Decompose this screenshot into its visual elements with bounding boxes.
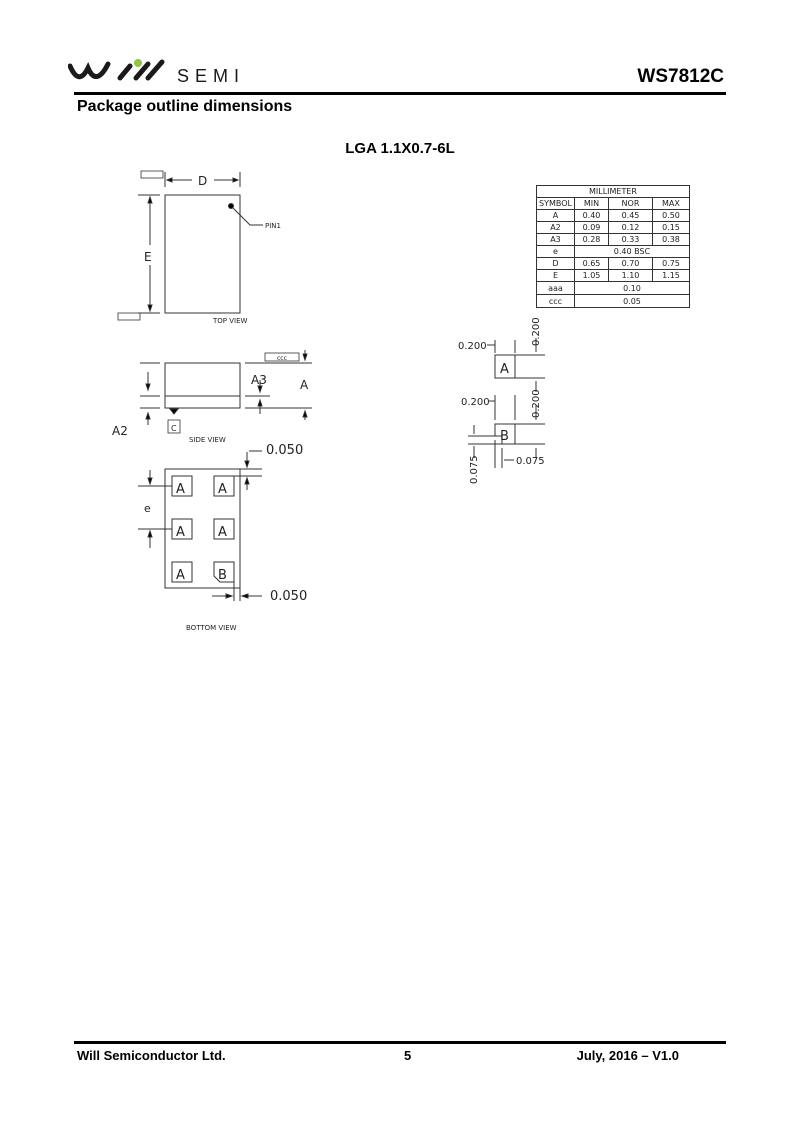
table-cell: E xyxy=(537,270,575,282)
table-cell: 0.33 xyxy=(608,234,652,246)
bottom-view-label: BOTTOM VIEW xyxy=(186,624,237,632)
pad-detail xyxy=(458,317,545,484)
dimension-table xyxy=(536,185,690,308)
table-cell: aaa xyxy=(537,282,575,295)
pad-b-chamfer-v: 0.075 xyxy=(469,455,480,484)
dim-a2-label: A2 xyxy=(112,424,128,438)
table-cell: 0.12 xyxy=(608,222,652,234)
table-cell: A3 xyxy=(537,234,575,246)
header-divider xyxy=(74,92,726,95)
package-drawing xyxy=(100,160,560,640)
datum-c-label: C xyxy=(171,424,177,433)
part-number: WS7812C xyxy=(637,66,724,87)
table-cell: 0.38 xyxy=(652,234,689,246)
table-row xyxy=(537,282,690,295)
col-header: SYMBOL xyxy=(537,198,575,210)
footer-company: Will Semiconductor Ltd. xyxy=(77,1048,226,1063)
dim-a-label: A xyxy=(300,378,309,392)
will-semi-logo xyxy=(68,58,168,84)
table-cell: 0.05 xyxy=(574,295,689,308)
table-cell: 0.65 xyxy=(574,258,608,270)
package-title: LGA 1.1X0.7-6L xyxy=(345,140,455,157)
table-cell: 0.75 xyxy=(652,258,689,270)
table-group-header: MILLIMETER xyxy=(537,186,690,198)
table-cell: 0.50 xyxy=(652,210,689,222)
table-cell: 1.05 xyxy=(574,270,608,282)
table-cell: 0.70 xyxy=(608,258,652,270)
side-view-label: SIDE VIEW xyxy=(189,436,226,444)
table-cell: 1.15 xyxy=(652,270,689,282)
dim-a3-label: A3 xyxy=(251,373,267,387)
pad-b-chamfer-h: 0.075 xyxy=(516,456,545,467)
table-cell: ccc xyxy=(537,295,575,308)
dim-0050-bottom: 0.050 xyxy=(270,589,308,604)
ccc-label: ccc xyxy=(277,355,287,362)
table-row xyxy=(537,222,690,234)
table-cell: e xyxy=(537,246,575,258)
footer-divider xyxy=(74,1041,726,1044)
col-header: MAX xyxy=(652,198,689,210)
pad-b-width: 0.200 xyxy=(461,397,490,408)
dim-e-label: E xyxy=(144,250,152,264)
dim-d-label: D xyxy=(198,174,208,188)
pad-detail-a: A xyxy=(500,362,509,377)
table-cell: 0.10 xyxy=(574,282,689,295)
col-header: NOR xyxy=(608,198,652,210)
top-view xyxy=(118,171,281,325)
section-title: Package outline dimensions xyxy=(77,98,293,115)
table-cell: 0.40 xyxy=(574,210,608,222)
pad-a-height: 0.200 xyxy=(531,317,542,346)
pad-5: A xyxy=(176,568,185,583)
table-row xyxy=(537,295,690,308)
table-row xyxy=(537,210,690,222)
pad-a-width: 0.200 xyxy=(458,341,487,352)
table-cell: 0.09 xyxy=(574,222,608,234)
table-cell: D xyxy=(537,258,575,270)
bottom-view xyxy=(138,443,307,632)
footer-date-version: July, 2016 – V1.0 xyxy=(576,1048,679,1063)
table-cell: 0.40 BSC xyxy=(574,246,689,258)
table-cell: A2 xyxy=(537,222,575,234)
table-cell: 1.10 xyxy=(608,270,652,282)
pad-6: B xyxy=(218,568,227,583)
pin1-label: PIN1 xyxy=(265,222,281,230)
pad-1: A xyxy=(176,482,185,497)
pad-b-height: 0.200 xyxy=(531,389,542,418)
top-view-label: TOP VIEW xyxy=(213,317,248,325)
pad-detail-b: B xyxy=(500,429,509,444)
footer-page-number: 5 xyxy=(404,1048,412,1063)
table-cell: A xyxy=(537,210,575,222)
dim-e-pitch-label: e xyxy=(144,502,151,515)
table-cell: 0.28 xyxy=(574,234,608,246)
table-cell: 0.45 xyxy=(608,210,652,222)
table-row xyxy=(537,258,690,270)
dim-0050-top: 0.050 xyxy=(266,443,304,458)
pad-4: A xyxy=(218,525,227,540)
pad-3: A xyxy=(176,525,185,540)
logo-text: SEMI xyxy=(177,66,246,86)
table-row xyxy=(537,234,690,246)
table-row xyxy=(537,270,690,282)
col-header: MIN xyxy=(574,198,608,210)
pad-2: A xyxy=(218,482,227,497)
side-view xyxy=(112,350,312,444)
table-cell: 0.15 xyxy=(652,222,689,234)
table-row xyxy=(537,246,690,258)
